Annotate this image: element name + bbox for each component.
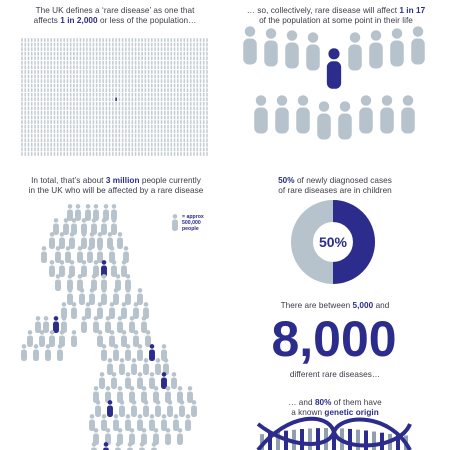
total-number: 3 million [105,176,140,185]
genetic-post: of them have [331,398,382,407]
dna-rung [308,428,312,450]
dna-rung [372,432,376,450]
collective-line-2: of the population at some point in their life [259,16,413,25]
legend-line-3: people [182,226,199,232]
donut-label: 50% [318,234,348,250]
rare-definition-pre: affects [33,16,61,25]
count-line-3: different rare diseases… [289,370,381,379]
rare-definition-ratio: 1 in 2,000 [60,16,98,25]
collective-pre: … so, collectively, rare disease will affect [246,6,400,15]
dna-rung [316,428,320,450]
children-percent: 50% [278,176,295,185]
rare-definition-post: or less of the population… [97,16,197,25]
count-low: 5,000 [352,301,374,310]
genetic-percent: 80% [314,398,332,407]
children-line-2: of rare diseases are in children [278,186,392,195]
total-post: people currently [139,176,201,185]
dna-rung [348,429,352,450]
genetic-pre: … and [288,398,315,407]
legend-line-1: = approx [182,214,204,220]
collective-ratio: 1 in 17 [399,6,426,15]
genetic-origin: genetic origin [324,408,379,417]
children-post: of newly diagnosed cases [294,176,392,185]
count-post: and [373,301,390,310]
big-number: 8,000 [271,311,397,367]
total-pre: In total, that’s about [31,176,106,185]
count-pre: There are between [280,301,353,310]
rare-definition-line-1: The UK defines a ‘rare disease’ as one that [35,6,195,15]
legend-line-2: 500,000 [182,220,201,226]
total-line-2: in the UK who will be affected by a rare disease [28,186,204,195]
dna-rung [300,429,304,450]
genetic-pre-2: a known [291,408,325,417]
